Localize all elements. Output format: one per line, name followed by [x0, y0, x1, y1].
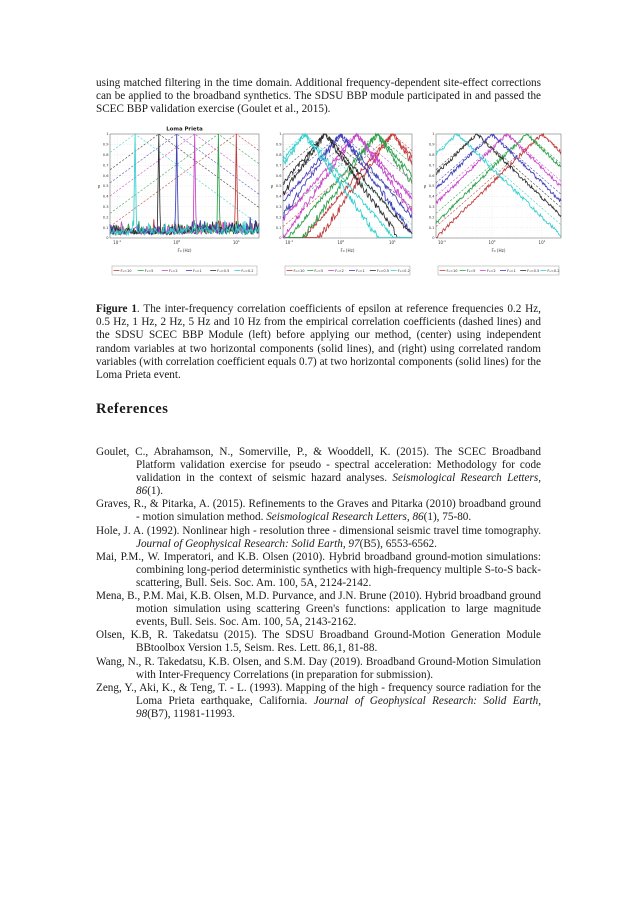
references-heading: References [96, 401, 169, 417]
svg-text:0.9: 0.9 [275, 142, 282, 147]
svg-text:0.2: 0.2 [428, 215, 435, 220]
svg-text:F₀=2: F₀=2 [168, 268, 178, 273]
svg-text:0.7: 0.7 [428, 163, 435, 168]
figure-panel-plot [95, 124, 263, 278]
svg-text:F₀=0.5: F₀=0.5 [217, 268, 230, 273]
reference-graves-2015: Graves, R., & Pitarka, A. (2015). Refinements to the Graves and Pitarka (2010) broadband ground - motion simulation method. Seismological Research Letters, 86(1), 75-80. [96, 498, 541, 524]
svg-text:ρ: ρ [423, 183, 427, 189]
svg-text:0.7: 0.7 [275, 163, 282, 168]
svg-text:0.8: 0.8 [102, 153, 109, 157]
references-list [96, 446, 541, 721]
reference-wang-2019: Wang, N., R. Takedatsu, K.B. Olsen, and S.M. Day (2019). Broadband Ground-Motion Simulation with Inter-Frequency Correlations (in preparation for submission). [96, 655, 541, 681]
svg-text:F₀=1: F₀=1 [507, 268, 516, 273]
figure1-panel-center [268, 124, 416, 283]
reference-goulet-2015: Goulet, C., Abrahamson, N., Somerville, P., & Wooddell, K. (2015). The SCEC Broadband Platform validation exercise for pseudo - spectral acceleration: Methodology for code validation in the context of seismic hazard analyses. Seismological Research Letters, 86(1). [96, 446, 541, 498]
figure-panel-plot [421, 124, 565, 278]
svg-text:0.8: 0.8 [275, 153, 282, 157]
svg-text:F₀=5: F₀=5 [314, 268, 324, 273]
svg-text:1: 1 [106, 132, 109, 137]
svg-text:F₀=10: F₀=10 [120, 268, 132, 273]
figure1 [95, 124, 563, 280]
svg-text:10-1: $10^{-1}$ [113, 239, 122, 245]
svg-text:F₀=0.5: F₀=0.5 [527, 268, 540, 273]
svg-text:0.1: 0.1 [428, 225, 435, 230]
svg-text:0: 0 [279, 236, 282, 241]
reference-mai-2010: Mai, P.M., W. Imperatori, and K.B. Olsen (2010). Hybrid broadband ground-motion simulations: combining long-period deterministic synthetics with high-frequency multiple S-to-S back-scattering, Bull. Seis. Soc. Am. 100, 5A, 2124-2142. [96, 550, 541, 589]
svg-text:0.5: 0.5 [102, 184, 109, 189]
svg-text:F₀=5: F₀=5 [466, 268, 476, 273]
svg-text:1: 1 [432, 132, 435, 137]
svg-text:1: 1 [279, 132, 282, 137]
svg-text:100: $10^0$ [173, 239, 181, 245]
svg-text:100: $10^0$ [337, 239, 345, 245]
svg-text:10-1: $10^{-1}$ [438, 239, 446, 245]
svg-text:F₀=1: F₀=1 [356, 268, 365, 273]
svg-text:F₀=0.5: F₀=0.5 [376, 268, 390, 273]
svg-text:ρ: ρ [270, 183, 274, 189]
reference-mena-2010: Mena, B., P.M. Mai, K.B. Olsen, M.D. Purvance, and J.N. Brune (2010). Hybrid broadband ground motion simulation using scattering Green's functions: application to large magnitude events, Bull. Seis. Soc. Am. 100, 5A, 2143-2162. [96, 590, 541, 629]
svg-text:F₀=0.2: F₀=0.2 [397, 268, 410, 273]
svg-text:0: 0 [432, 236, 435, 241]
svg-text:F₀=10: F₀=10 [446, 268, 458, 273]
svg-text:F₀=2: F₀=2 [486, 268, 496, 273]
svg-text:F₀=1: F₀=1 [193, 268, 202, 273]
svg-text:F₀ (Hz): F₀ (Hz) [491, 248, 506, 253]
svg-text:F₀ (Hz): F₀ (Hz) [177, 248, 192, 253]
svg-text:0: 0 [106, 236, 109, 241]
figure1-caption: Figure 1. The inter-frequency correlation coefficients of epsilon at reference frequencies 0.2 Hz, 0.5 Hz, 1 Hz, 2 Hz, 5 Hz and 10 Hz from the empirical correlation coefficients (dashed lines) and the SDSU SCEC BBP Module (left) before applying our method, (center) using independent random variables at two horizontal components (solid lines), and (right) using correlated random variables (with correlation coefficient equals 0.7) at two horizontal components (solid lines) for the Loma Prieta event. [96, 303, 541, 382]
svg-text:F₀=0.2: F₀=0.2 [241, 268, 254, 273]
figure1-panel-left [95, 124, 263, 283]
svg-text:0.6: 0.6 [275, 173, 282, 178]
svg-text:F₀=10: F₀=10 [293, 268, 305, 273]
reference-zeng-1993: Zeng, Y., Aki, K., & Teng, T. - L. (1993). Mapping of the high - frequency source radiation for the Loma Prieta earthquake, California. Journal of Geophysical Research: Solid Earth, 98(B7), 11981-11993. [96, 681, 541, 720]
svg-text:0.4: 0.4 [428, 194, 435, 199]
figure-panel-plot [268, 124, 416, 278]
svg-text:0.4: 0.4 [275, 194, 282, 199]
svg-text:101: $10^1$ [388, 239, 396, 245]
svg-text:F₀ (Hz): F₀ (Hz) [340, 248, 355, 253]
svg-text:0.4: 0.4 [102, 194, 109, 199]
svg-text:ρ: ρ [97, 183, 101, 189]
svg-text:0.9: 0.9 [102, 142, 109, 147]
svg-text:0.3: 0.3 [428, 205, 435, 209]
svg-text:0.1: 0.1 [275, 225, 282, 230]
svg-text:0.3: 0.3 [275, 205, 282, 209]
figure1-panel-right [421, 124, 565, 283]
svg-text:100: $10^0$ [488, 239, 496, 245]
svg-text:0.6: 0.6 [102, 173, 109, 178]
svg-text:101: $10^1$ [538, 239, 546, 245]
reference-olsen-2015: Olsen, K.B, R. Takedatsu (2015). The SDSU Broadband Ground-Motion Generation Module BBtoolbox Version 1.5, Seism. Res. Lett. 86,1, 81-88. [96, 629, 541, 655]
svg-text:F₀=2: F₀=2 [335, 268, 344, 273]
svg-text:Loma Prieta: Loma Prieta [166, 126, 203, 133]
svg-text:0.1: 0.1 [102, 225, 109, 230]
svg-text:0.6: 0.6 [428, 173, 435, 178]
svg-text:0.3: 0.3 [102, 205, 109, 209]
svg-text:F₀=5: F₀=5 [144, 268, 154, 273]
svg-text:10-1: $10^{-1}$ [285, 239, 294, 245]
svg-text:0.5: 0.5 [428, 184, 435, 189]
svg-text:101: $10^1$ [232, 239, 240, 245]
svg-text:F₀=0.2: F₀=0.2 [547, 268, 560, 273]
intro-paragraph: using matched filtering in the time domain. Additional frequency-dependent site-effect corrections can be applied to the broadband synthetics. The SDSU BBP module participated in and passed the SCEC BBP validation exercise (Goulet et al., 2015). [96, 77, 541, 116]
svg-text:0.2: 0.2 [275, 215, 282, 220]
svg-text:0.9: 0.9 [428, 142, 435, 147]
svg-text:0.2: 0.2 [102, 215, 109, 220]
reference-hole-1992: Hole, J. A. (1992). Nonlinear high - resolution three - dimensional seismic travel time tomography. Journal of Geophysical Research: Solid Earth, 97(B5), 6553-6562. [96, 524, 541, 550]
svg-text:0.5: 0.5 [275, 184, 282, 189]
svg-text:0.8: 0.8 [428, 153, 435, 157]
svg-text:0.7: 0.7 [102, 163, 109, 168]
